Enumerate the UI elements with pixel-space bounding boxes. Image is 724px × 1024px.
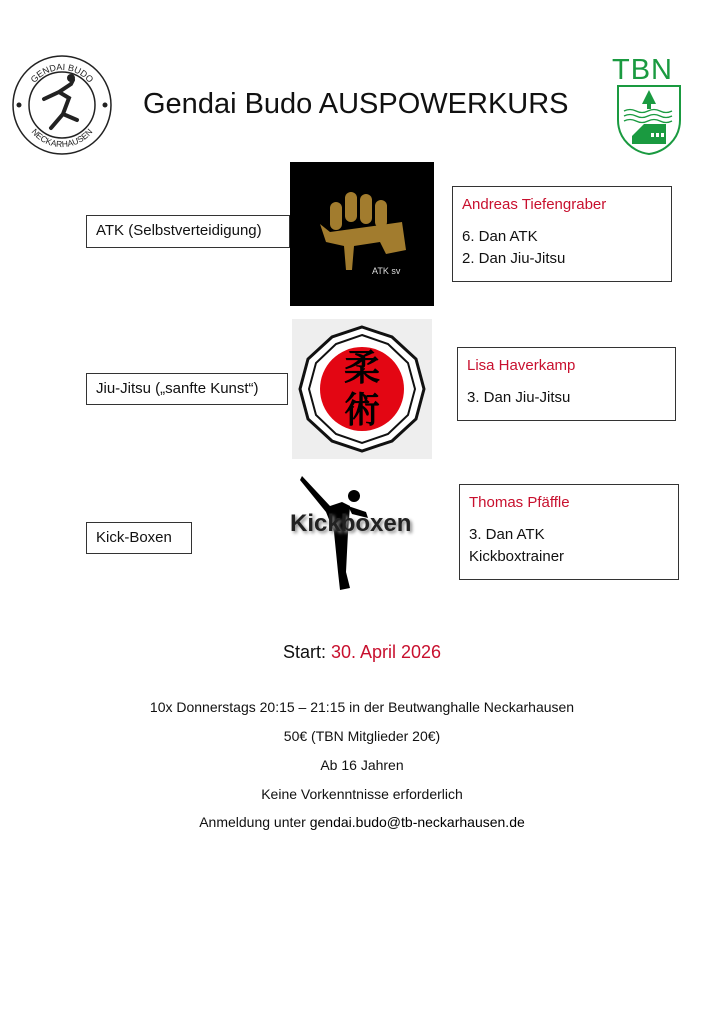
detail-schedule: 10x Donnerstags 20:15 – 21:15 in der Beutwanghalle Neckarhausen xyxy=(149,699,575,715)
trainer-rank: Kickboxtrainer xyxy=(469,548,565,565)
svg-text:NECKARHAUSEN: NECKARHAUSEN xyxy=(29,126,95,150)
trainer-rank: 2. Dan Jiu-Jitsu xyxy=(462,250,566,267)
detail-price: 50€ (TBN Mitglieder 20€) xyxy=(283,728,441,744)
trainer-name: Thomas Pfäffle xyxy=(469,494,570,511)
jiu-jitsu-logo-image xyxy=(292,319,432,459)
course-label-jiu-jitsu: Jiu-Jitsu („sanfte Kunst“) xyxy=(86,373,288,405)
kickboxen-logo-text: Kickboxen xyxy=(290,510,412,537)
trainer-name: Andreas Tiefengraber xyxy=(462,196,607,213)
course-label-atk: ATK (Selbstverteidigung) xyxy=(86,215,290,248)
jiu-jitsu-kanji: 柔術 xyxy=(343,347,380,430)
atk-logo-image xyxy=(290,162,434,306)
trainer-card-thomas xyxy=(459,484,679,580)
course-label-kickboxen: Kick-Boxen xyxy=(86,522,192,554)
start-date: 30. April 2026 xyxy=(330,642,442,662)
trainer-card-lisa xyxy=(457,347,676,421)
page-title: Gendai Budo AUSPOWERKURS xyxy=(143,88,569,120)
trainer-name: Lisa Haverkamp xyxy=(467,357,576,374)
trainer-rank: 3. Dan Jiu-Jitsu xyxy=(467,389,571,406)
trainer-rank: 3. Dan ATK xyxy=(469,526,545,543)
registration-label: Anmeldung unter xyxy=(199,814,306,830)
registration-email[interactable]: gendai.budo@tb-neckarhausen.de xyxy=(309,814,525,830)
trainer-rank: 6. Dan ATK xyxy=(462,228,538,245)
gendai-budo-logo xyxy=(11,54,113,156)
start-label: Start: xyxy=(282,642,326,662)
detail-age: Ab 16 Jahren xyxy=(320,757,404,773)
fist-icon xyxy=(290,162,434,306)
kickboxen-logo-image xyxy=(290,472,430,596)
trainer-card-andreas xyxy=(452,186,672,282)
svg-text:GENDAI BUDO: GENDAI BUDO xyxy=(28,61,96,85)
registration-line xyxy=(0,814,724,830)
detail-prerequisites: Keine Vorkenntnisse erforderlich xyxy=(261,786,463,802)
tbn-logo-text: TBN xyxy=(612,54,673,86)
atk-logo-text: ATK sv xyxy=(372,266,401,276)
start-line xyxy=(0,642,724,663)
tbn-shield-icon xyxy=(616,84,682,156)
